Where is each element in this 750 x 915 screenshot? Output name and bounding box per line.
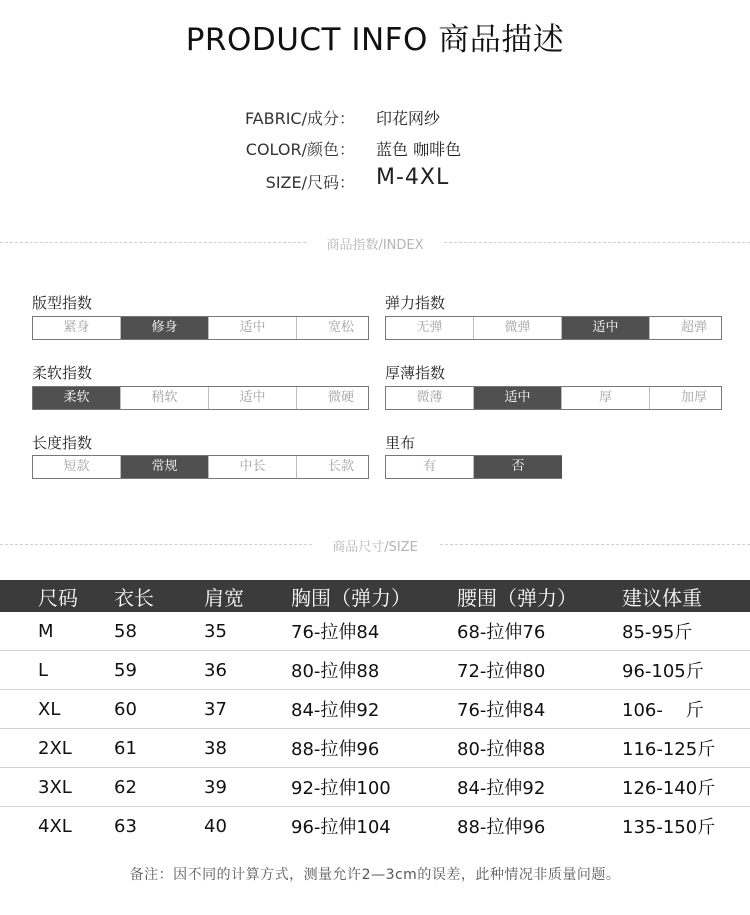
elasticity-option: 无弹 xyxy=(386,317,474,339)
header-size: 尺码 xyxy=(0,580,114,612)
cell-size: M xyxy=(0,612,114,651)
info-fabric xyxy=(0,106,750,132)
size-label: SIZE/尺码： xyxy=(265,173,355,192)
table-row xyxy=(0,768,750,807)
cell-weight: 106- 斤 xyxy=(622,690,750,729)
color-value: 蓝色 咖啡色 xyxy=(376,140,462,159)
cell-chest: 76-拉伸84 xyxy=(291,612,457,651)
info-size xyxy=(0,165,750,196)
cell-size: 4XL xyxy=(38,815,72,837)
cell-size: L xyxy=(0,651,114,690)
fit-index-bar xyxy=(32,316,369,340)
softness-option: 柔软 xyxy=(33,387,121,409)
table-row xyxy=(0,612,750,651)
footnote: 备注：因不同的计算方式，测量允许2—3cm的误差，此种情况非质量问题。 xyxy=(129,867,621,883)
cell-size: 3XL xyxy=(0,768,114,807)
cell-weight: 116-125斤 xyxy=(622,729,750,768)
cell-waist: 72-拉伸80 xyxy=(457,651,622,690)
fit-option: 紧身 xyxy=(33,317,121,339)
fit-option: 修身 xyxy=(121,317,209,339)
header-length: 衣长 xyxy=(114,580,204,612)
cell-shoulder: 36 xyxy=(204,651,291,690)
size-divider-text: 商品尺寸/SIZE xyxy=(332,540,418,555)
cell-waist: 84-拉伸92 xyxy=(457,768,622,807)
fit-option: 适中 xyxy=(209,317,297,339)
size-value: M-4XL xyxy=(376,165,450,190)
length-index-bar xyxy=(32,455,369,479)
cell-chest: 92-拉伸100 xyxy=(291,768,457,807)
cell-shoulder: 37 xyxy=(204,690,291,729)
softness-option: 适中 xyxy=(209,387,297,409)
cell-shoulder: 38 xyxy=(204,729,291,768)
lining-label: 里布 xyxy=(385,434,416,452)
length-index-label: 长度指数 xyxy=(32,434,93,452)
cell-size: XL xyxy=(0,690,114,729)
cell-waist: 76-拉伸84 xyxy=(457,690,622,729)
header-shoulder: 肩宽 xyxy=(204,580,291,612)
cell-size: 2XL xyxy=(0,729,114,768)
cell-chest: 84-拉伸92 xyxy=(291,690,457,729)
thickness-index-bar xyxy=(385,386,722,410)
length-option: 短款 xyxy=(33,456,121,478)
thickness-option: 微薄 xyxy=(386,387,474,409)
cell-shoulder: 39 xyxy=(204,768,291,807)
thickness-option: 加厚 xyxy=(680,390,707,405)
cell-chest: 96-拉伸104 xyxy=(291,817,391,838)
length-option: 中长 xyxy=(209,456,297,478)
fit-option: 宽松 xyxy=(327,320,354,335)
thickness-index-label: 厚薄指数 xyxy=(385,364,446,382)
cell-weight: 126-140斤 xyxy=(622,768,750,807)
cell-shoulder: 35 xyxy=(204,612,291,651)
color-label: COLOR/颜色： xyxy=(245,140,355,159)
cell-length: 59 xyxy=(114,651,204,690)
index-divider-text: 商品指数/INDEX xyxy=(326,238,424,253)
softness-index-bar xyxy=(32,386,369,410)
table-row xyxy=(0,690,750,729)
cell-weight: 96-105斤 xyxy=(622,651,750,690)
size-table xyxy=(0,580,750,845)
cell-waist: 68-拉伸76 xyxy=(457,612,622,651)
thickness-option: 适中 xyxy=(474,387,562,409)
length-option: 长款 xyxy=(327,459,354,474)
fit-index-label: 版型指数 xyxy=(32,294,93,312)
cell-length: 61 xyxy=(114,729,204,768)
lining-bar xyxy=(385,455,562,479)
fabric-value: 印花网纱 xyxy=(376,109,441,128)
size-divider xyxy=(0,536,750,555)
cell-shoulder: 40 xyxy=(204,815,227,837)
cell-chest: 88-拉伸96 xyxy=(291,729,457,768)
table-row xyxy=(0,651,750,690)
header-chest: 胸围（弹力） xyxy=(291,580,457,612)
cell-length: 58 xyxy=(114,612,204,651)
lining-option: 否 xyxy=(474,456,562,478)
fabric-label: FABRIC/成分： xyxy=(244,109,355,128)
softness-option: 微硬 xyxy=(327,390,354,405)
cell-length: 62 xyxy=(114,768,204,807)
elasticity-index-label: 弹力指数 xyxy=(385,294,446,312)
cell-chest: 80-拉伸88 xyxy=(291,651,457,690)
page-title: PRODUCT INFO 商品描述 xyxy=(185,22,565,58)
cell-waist: 80-拉伸88 xyxy=(457,729,622,768)
cell-weight: 135-150斤 xyxy=(622,817,716,838)
cell-weight: 85-95斤 xyxy=(622,612,750,651)
elasticity-option: 适中 xyxy=(562,317,650,339)
table-row xyxy=(0,729,750,768)
cell-waist: 88-拉伸96 xyxy=(457,817,546,838)
elasticity-option: 超弹 xyxy=(680,320,707,335)
cell-length: 63 xyxy=(114,815,137,837)
header-weight: 建议体重 xyxy=(622,580,750,612)
elasticity-index-bar xyxy=(385,316,722,340)
length-option: 常规 xyxy=(121,456,209,478)
elasticity-option: 微弹 xyxy=(474,317,562,339)
lining-option: 有 xyxy=(386,456,474,478)
softness-option: 稍软 xyxy=(121,387,209,409)
softness-index-label: 柔软指数 xyxy=(32,364,93,382)
table-row xyxy=(0,807,750,846)
info-color xyxy=(0,137,750,163)
thickness-option: 厚 xyxy=(562,387,650,409)
size-table-header xyxy=(0,580,750,612)
header-waist: 腰围（弹力） xyxy=(457,580,622,612)
index-divider xyxy=(0,234,750,253)
cell-length: 60 xyxy=(114,690,204,729)
